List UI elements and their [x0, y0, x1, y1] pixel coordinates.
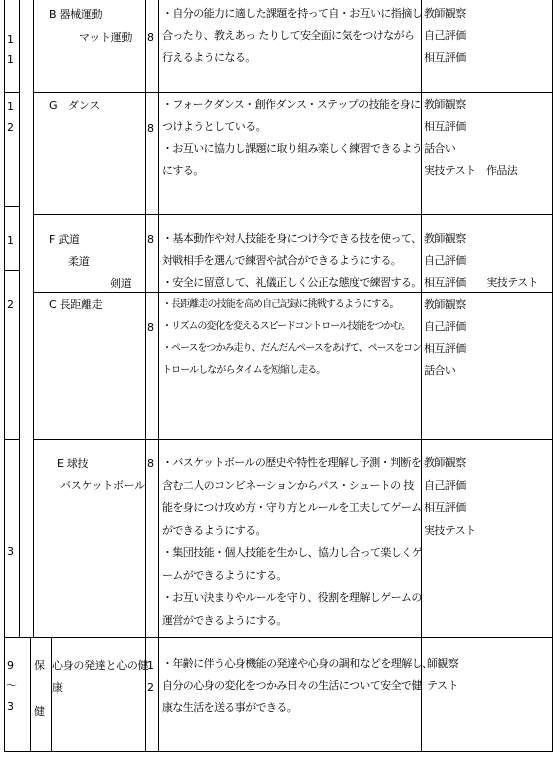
row-divider-4 — [4, 439, 19, 440]
column-divider-field — [33, 0, 34, 637]
hours-label: 2 — [147, 681, 154, 694]
row-divider-2 — [4, 206, 19, 207]
goals-text — [162, 452, 422, 632]
goal-line: ・長距離走の技能を高め自己記録に挑戦するようにする。 — [162, 299, 399, 310]
month-label: 1 — [7, 100, 14, 113]
column-divider-month — [19, 0, 20, 637]
evaluation-list — [427, 653, 458, 697]
unit-label: C 長距離走 — [49, 298, 103, 311]
goal-line: ・バスケットボールの歴史や特性を理解し予測・判断を — [162, 456, 422, 469]
goals-text — [162, 228, 422, 294]
unit-label: G ダンス — [49, 99, 100, 112]
goal-line: ・お互いに協力し課題に取り組み楽しく練習できるよう — [162, 142, 422, 155]
goal-line: 自分の心身の変化をつかみ日々の生活について安全で健 — [162, 679, 422, 692]
row-divider-1 — [4, 92, 19, 93]
month-label: 1 — [7, 234, 14, 247]
column-divider-field-lower — [51, 637, 52, 752]
goal-line: ・リズムの変化を変えるスピードコントロール技能をつかむ。 — [162, 321, 410, 332]
hours-label: 8 — [147, 122, 154, 135]
evaluation-list — [424, 294, 466, 382]
evaluation-item: 話合い — [424, 142, 456, 155]
goal-line: ・ペースをつかみ走り、だんだんペースをあげて、ペースをコン — [162, 343, 422, 354]
unit-label: 康 — [52, 681, 63, 694]
unit-label: B 器械運動 — [49, 8, 103, 21]
hours-label: 8 — [147, 321, 154, 334]
goals-text — [162, 294, 421, 382]
goals-text — [162, 94, 422, 182]
unit-label: マット運動 — [79, 31, 133, 44]
evaluation-item: 実技テスト — [424, 523, 476, 537]
evaluation-list — [424, 452, 476, 542]
goal-line: ・集団技能・個人技能を生かし、協力し合って楽しくゲ — [162, 546, 422, 559]
row-divider-1b — [33, 92, 553, 93]
goal-line: ができるようにする。 — [162, 523, 266, 537]
field-label: 保 — [34, 659, 45, 672]
evaluation-item: テスト — [427, 679, 458, 692]
goal-line: 康な生活を送る事ができる。 — [162, 701, 298, 714]
column-divider-unit — [145, 0, 146, 752]
goal-line: にする。 — [162, 164, 204, 177]
goal-line: 能を身につけ攻め方・守り方とルールを工夫してゲーム — [162, 501, 422, 514]
evaluation-item: 自己評価 — [424, 254, 466, 267]
goal-line: 含む二人のコンビネーションからパス・シュートの 技 — [162, 478, 414, 492]
table-border-left — [4, 0, 5, 752]
goal-line: ・基本動作や対人技能を身につけ今できる技を使って、 — [162, 232, 422, 245]
evaluation-item: 師観察 — [427, 657, 459, 670]
unit-label: 剣道 — [110, 277, 132, 290]
goal-line: トロールしながらタイムを短縮し走る。 — [162, 365, 326, 376]
goal-line: 合ったり、教えあっ たりして安全面に気をつけながら — [162, 29, 415, 42]
month-label: 3 — [7, 700, 14, 713]
month-label: 1 — [7, 33, 14, 46]
month-label: 1 — [7, 53, 14, 66]
evaluation-item: 自己評価 — [424, 29, 466, 42]
month-label: 2 — [7, 121, 14, 134]
hours-label: 1 — [147, 659, 154, 672]
unit-label: 心身の発達と心の健 — [52, 659, 149, 672]
goal-line: ・フォークダンス・創作ダンス・ステップの技能を身に — [162, 98, 421, 111]
unit-label: バスケットボール — [60, 479, 145, 492]
hours-label: 8 — [147, 233, 154, 246]
evaluation-item: 教師観察 — [424, 98, 466, 111]
evaluation-item: 自己評価 — [424, 478, 466, 492]
evaluation-item: 実技テスト 作品法 — [424, 164, 518, 177]
goals-text — [162, 653, 432, 719]
evaluation-item: 相互評価 — [424, 501, 466, 514]
row-divider-3 — [4, 270, 19, 271]
month-label: 9 — [7, 659, 14, 672]
evaluation-list — [424, 3, 466, 69]
goal-line: ・自分の能力に適した課題を持って自・お互いに指摘し — [162, 7, 422, 20]
evaluation-list — [424, 228, 538, 294]
unit-label: 柔道 — [68, 255, 90, 268]
row-divider-5 — [4, 637, 553, 638]
evaluation-item: 教師観察 — [424, 7, 466, 20]
evaluation-item: 教師観察 — [424, 298, 466, 311]
hours-label: 8 — [147, 457, 154, 470]
evaluation-item: 相互評価 — [424, 51, 466, 64]
hours-label: 8 — [147, 31, 154, 44]
table-border-bottom — [4, 751, 553, 752]
row-divider-2b — [33, 214, 553, 215]
evaluation-item: 教師観察 — [424, 232, 466, 245]
goal-line: ームができるようにする。 — [162, 568, 287, 582]
evaluation-item: 相互評価 — [424, 342, 466, 355]
month-label: 3 — [7, 545, 14, 558]
evaluation-item: 相互評価 — [424, 120, 466, 133]
evaluation-item: 相互評価 実技テスト — [424, 276, 538, 289]
month-label: ～ — [6, 679, 17, 692]
goal-line: 運営ができるようにする。 — [162, 613, 287, 627]
goal-line: 対戦相手を選んで練習や試合ができるようにする。 — [162, 254, 402, 267]
evaluation-item: 教師観察 — [424, 456, 466, 469]
unit-label: E 球技 — [57, 457, 89, 470]
goal-line: ・安全に留意して、礼儀正しく公正な態度で練習する。 — [162, 276, 422, 289]
goal-line: つけようとしている。 — [162, 120, 266, 133]
table-border-right — [552, 0, 553, 752]
goal-line: ・お互い決まりやルールを守り、役割を理解しゲームの — [162, 591, 422, 604]
goal-line: 行えるようになる。 — [162, 51, 256, 64]
goals-text — [162, 3, 422, 69]
evaluation-item: 自己評価 — [424, 320, 466, 333]
unit-label: F 武道 — [49, 233, 80, 246]
row-divider-4b — [33, 439, 553, 440]
field-label: 健 — [34, 705, 45, 718]
evaluation-item: 話合い — [424, 364, 456, 377]
month-label: 2 — [7, 298, 14, 311]
goal-line: ・年齢に伴う心身機能の発達や心身の調和などを理解し、 — [162, 657, 433, 670]
column-divider-month-lower — [30, 637, 31, 752]
evaluation-list — [424, 94, 517, 182]
column-divider-hours — [158, 0, 159, 752]
